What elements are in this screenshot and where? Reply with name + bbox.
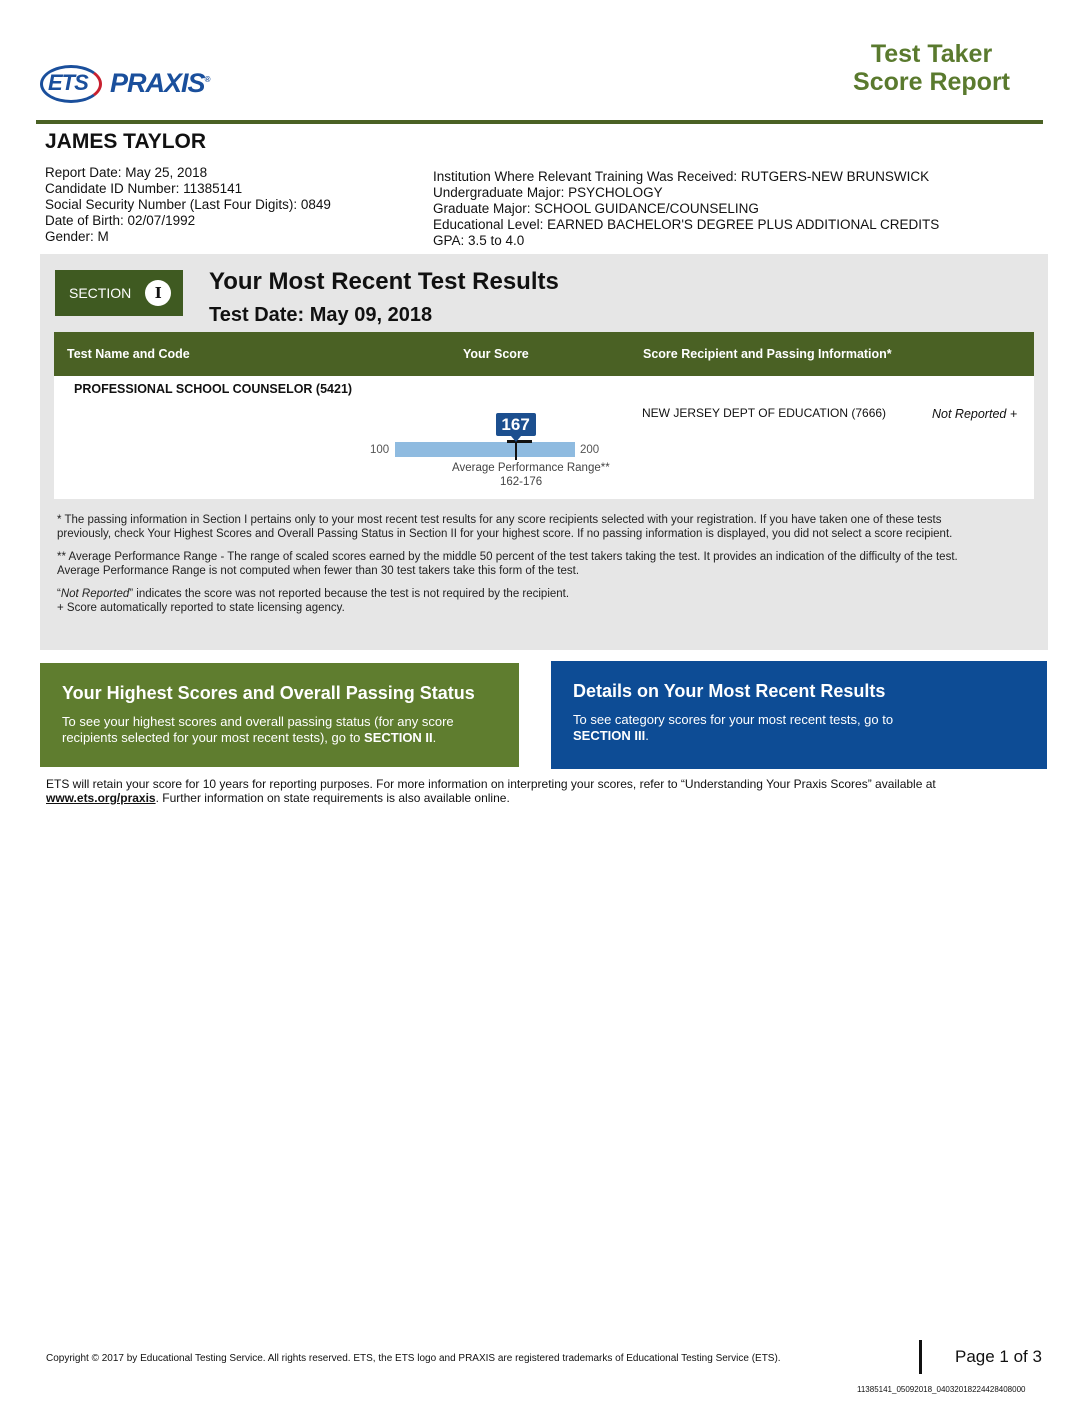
education-level: Educational Level: EARNED BACHELOR'S DEGREE PLUS ADDITIONAL CREDITS bbox=[433, 217, 940, 232]
candidate-name: JAMES TAYLOR bbox=[45, 130, 207, 153]
score-recipient: NEW JERSEY DEPT OF EDUCATION (7666) bbox=[642, 406, 887, 420]
details-title: Details on Your Most Recent Results bbox=[573, 681, 886, 701]
section-badge: SECTION I bbox=[55, 270, 183, 316]
section-title: Your Most Recent Test Results bbox=[209, 268, 559, 295]
gender: Gender: M bbox=[45, 229, 109, 244]
note-apr: ** Average Performance Range - The range of scaled scores earned by the middle 50 percent of the test takers taking the test. It provides an indication of the difficulty of the test. Average Performance Range is not computed when fewer than 30 test takers take this form of the test. bbox=[57, 551, 958, 577]
details-callout bbox=[551, 661, 1047, 769]
page-number: Page 1 of 3 bbox=[955, 1347, 1042, 1366]
education-info bbox=[433, 169, 939, 249]
section-1-panel bbox=[40, 254, 1048, 650]
praxis-website-link[interactable]: www.ets.org/praxis bbox=[46, 791, 156, 805]
section-2-link: SECTION II bbox=[364, 730, 433, 745]
retention-notice: ETS will retain your score for 10 years for reporting purposes. For more information on interpreting your scores, refer to “Understanding Your Praxis Scores” available at www.ets.org/praxis. Further information on state requirements is also available online. bbox=[46, 777, 936, 805]
results-table-header bbox=[54, 332, 1034, 376]
col-test-name: Test Name and Code bbox=[67, 347, 190, 361]
highest-scores-text: To see your highest scores and overall passing status (for any score recipients selected for your most recent tests), go to SECTION II. bbox=[62, 714, 454, 745]
ets-logo bbox=[40, 61, 104, 105]
apr-range-label: 162-176 bbox=[500, 476, 543, 488]
note-passing: * The passing information in Section I pertains only to your most recent test results for any score recipients selected with your registration. If you have taken one of these tests previously, check Your Highest Scores and Overall Passing Status in Section II for your highest score. If no passing information is displayed, you did not select a score recipient. bbox=[57, 514, 953, 540]
ets-praxis-logo bbox=[40, 60, 209, 106]
test-name: PROFESSIONAL SCHOOL COUNSELOR (5421) bbox=[74, 382, 353, 396]
gpa: GPA: 3.5 to 4.0 bbox=[433, 233, 525, 248]
document-code: 11385141_05092018_04032018224428408000 bbox=[857, 1385, 1026, 1394]
col-recipient: Score Recipient and Passing Information* bbox=[643, 347, 892, 361]
test-date: Test Date: May 09, 2018 bbox=[209, 304, 433, 326]
candidate-info bbox=[45, 165, 331, 245]
scale-max-label: 200 bbox=[580, 444, 600, 456]
section-3-link: SECTION III bbox=[573, 728, 646, 743]
score-value-badge: 167 bbox=[496, 413, 536, 436]
footer-divider bbox=[919, 1340, 922, 1374]
date-of-birth: Date of Birth: 02/07/1992 bbox=[45, 213, 196, 228]
report-title: Test Taker Score Report bbox=[853, 40, 1010, 96]
note-auto-report: + Score automatically reported to state licensing agency. bbox=[57, 601, 345, 614]
note-not-reported: “Not Reported” indicates the score was not reported because the test is not required by the recipient. bbox=[57, 588, 570, 600]
report-date: Report Date: May 25, 2018 bbox=[45, 165, 208, 180]
ssn-last-four: Social Security Number (Last Four Digits): 0849 bbox=[45, 197, 331, 212]
scale-min-label: 100 bbox=[370, 444, 390, 456]
ets-logo-text: ETS bbox=[48, 70, 88, 95]
candidate-id: Candidate ID Number: 11385141 bbox=[45, 181, 243, 196]
highest-scores-title: Your Highest Scores and Overall Passing Status bbox=[62, 683, 475, 703]
section-1-notes bbox=[57, 514, 982, 615]
header-rule bbox=[36, 120, 1043, 124]
recipient-status: Not Reported + bbox=[932, 407, 1018, 421]
institution: Institution Where Relevant Training Was Received: RUTGERS-NEW BRUNSWICK bbox=[433, 169, 930, 184]
undergrad-major: Undergraduate Major: PSYCHOLOGY bbox=[433, 185, 663, 200]
details-text: To see category scores for your most recent tests, go to SECTION III. bbox=[573, 712, 894, 743]
section-number: I bbox=[145, 280, 171, 306]
praxis-logo-text: PRAXIS® bbox=[110, 67, 210, 98]
copyright: Copyright © 2017 by Educational Testing Service. All rights reserved. ETS, the ETS logo and PRAXIS are registered trademarks of Educational Testing Service (ETS). bbox=[46, 1353, 781, 1364]
apr-label: Average Performance Range** bbox=[452, 462, 610, 474]
results-table-row bbox=[54, 376, 1034, 499]
col-score: Your Score bbox=[463, 347, 529, 361]
grad-major: Graduate Major: SCHOOL GUIDANCE/COUNSELING bbox=[433, 201, 759, 216]
highest-scores-callout bbox=[40, 663, 519, 767]
score-scale-bar bbox=[395, 442, 575, 457]
